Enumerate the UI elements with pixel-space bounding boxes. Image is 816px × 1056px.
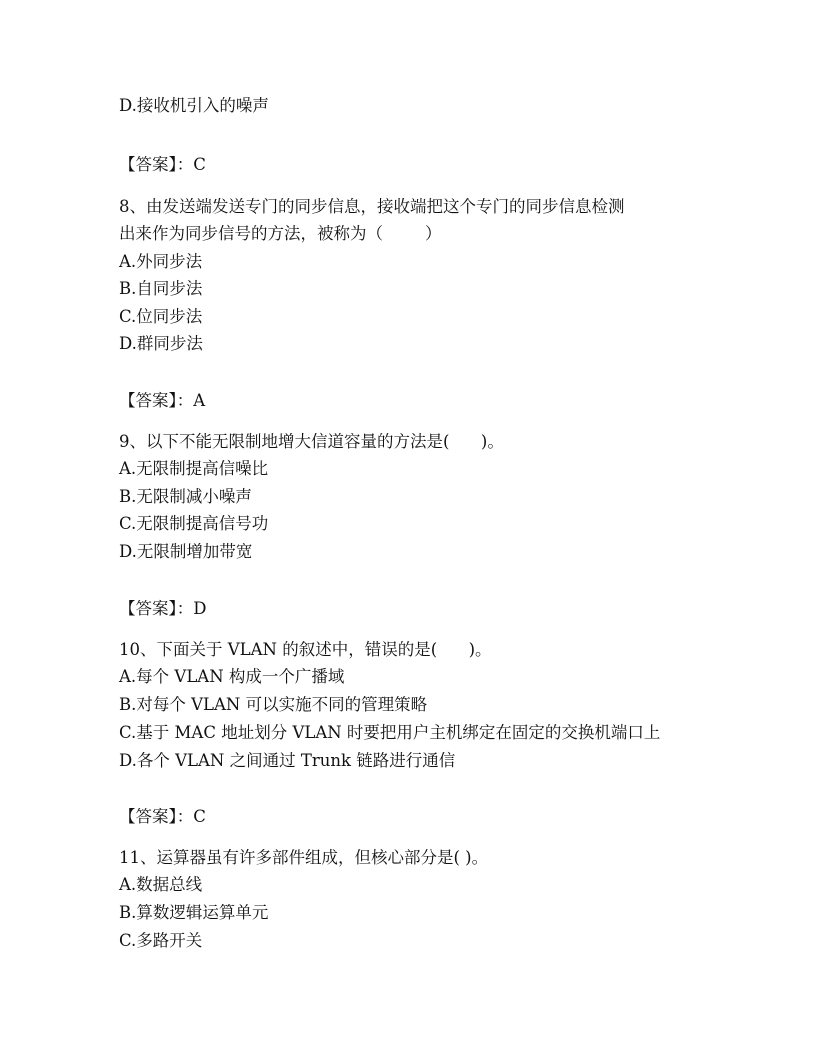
answer-q10: 【答案】：C (119, 807, 206, 826)
option-a-q9: A.无限制提高信噪比 (119, 459, 269, 478)
option-c-q8: C.位同步法 (119, 307, 203, 326)
option-c-q10: C.基于 MAC 地址划分 VLAN 时要把用户主机绑定在固定的交换机端口上 (119, 723, 661, 742)
option-c-q11: C.多路开关 (119, 931, 203, 950)
option-b-q8: B.自同步法 (119, 279, 203, 298)
option-b-q9: B.无限制减小噪声 (119, 487, 252, 506)
option-a-q8: A.外同步法 (119, 252, 203, 271)
option-d-q9: D.无限制增加带宽 (119, 542, 253, 561)
answer-q9: 【答案】：D (119, 599, 207, 618)
option-d-q7: D.接收机引入的噪声 (119, 96, 269, 115)
option-a-q11: A.数据总线 (119, 875, 203, 894)
option-a-q10: A.每个 VLAN 构成一个广播域 (119, 667, 345, 686)
option-b-q11: B.算数逻辑运算单元 (119, 903, 269, 922)
question-10: 10、下面关于 VLAN 的叙述中，错误的是( )。 (119, 640, 492, 659)
question-8-line2: 出来作为同步信号的方法，被称为（ ） (119, 224, 442, 243)
option-d-q8: D.群同步法 (119, 334, 203, 353)
question-9: 9、以下不能无限制地增大信道容量的方法是( )。 (119, 432, 504, 451)
option-d-q10: D.各个 VLAN 之间通过 Trunk 链路进行通信 (119, 751, 456, 770)
question-8-line1: 8、由发送端发送专门的同步信息，接收端把这个专门的同步信息检测 (119, 197, 625, 216)
option-b-q10: B.对每个 VLAN 可以实施不同的管理策略 (119, 695, 428, 714)
answer-q7: 【答案】：C (119, 155, 206, 174)
answer-q8: 【答案】：A (119, 391, 206, 410)
option-c-q9: C.无限制提高信号功 (119, 514, 269, 533)
question-11: 11、运算器虽有许多部件组成，但核心部分是( )。 (119, 848, 489, 867)
